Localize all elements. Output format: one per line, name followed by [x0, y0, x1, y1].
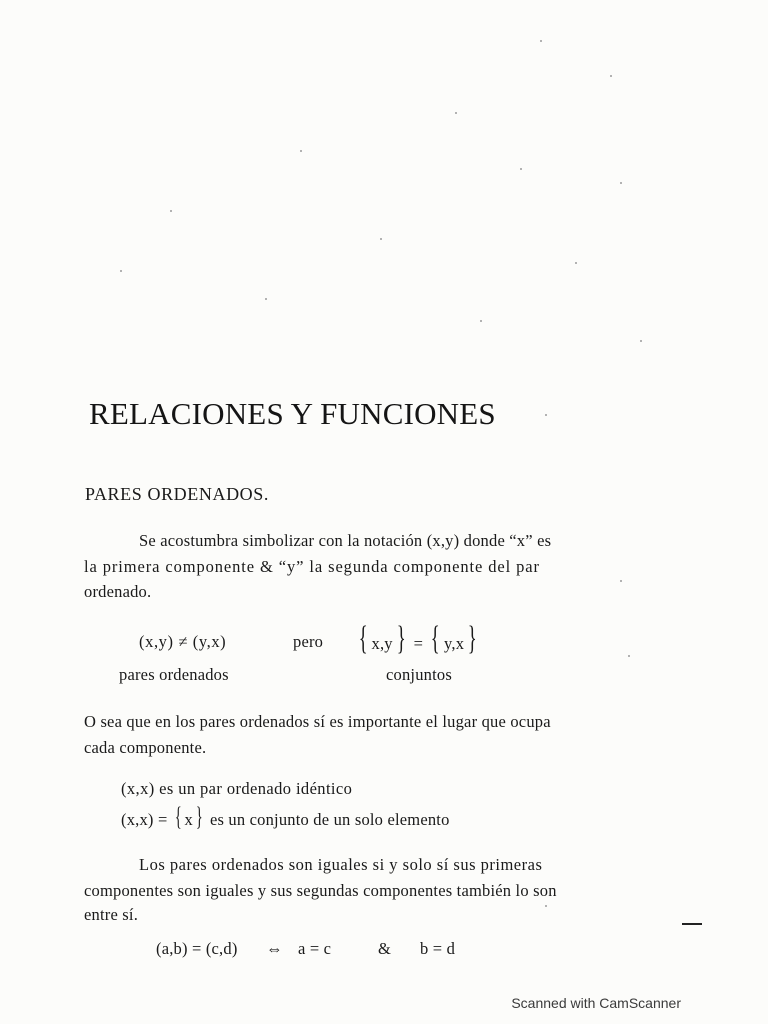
edge-mark: [682, 923, 702, 925]
ordered-pair-inequality: (x,y) ≠ (y,x): [139, 632, 227, 651]
scan-speck: [380, 238, 382, 240]
iff-arrow: ⇔: [266, 939, 283, 958]
set-equality: [355, 622, 481, 656]
paragraph-1-line-2: la primera componente & “y” la segunda componente del par: [84, 557, 540, 576]
scan-speck: [620, 182, 622, 184]
scan-speck: [265, 298, 267, 300]
label-conjuntos: conjuntos: [386, 665, 452, 684]
equals-sign: =: [413, 634, 424, 653]
brace-open: {: [431, 620, 441, 657]
brace-open: {: [358, 620, 368, 657]
paragraph-3-line-3: entre sí.: [84, 905, 139, 924]
paragraph-1-line-3: ordenado.: [84, 582, 152, 601]
equality-lhs: (a,b) = (c,d): [156, 939, 238, 958]
paragraph-1-line-1: Se acostumbra simbolizar con la notación (x,y) donde “x” es: [139, 531, 552, 550]
page-title: RELACIONES Y FUNCIONES: [89, 396, 496, 431]
singleton-description: es un conjunto de un solo elemento: [209, 810, 450, 829]
equality-second: b = d: [420, 939, 456, 958]
scan-speck: [545, 414, 547, 416]
scan-speck: [575, 262, 577, 264]
brace-close: }: [396, 620, 406, 657]
camscanner-watermark: Scanned with CamScanner: [511, 995, 681, 1011]
paragraph-3-line-1: Los pares ordenados son iguales si y solo sí sus primeras: [139, 855, 543, 874]
equality-first: a = c: [298, 939, 332, 958]
paragraph-3-line-2: componentes son iguales y sus segundas componentes también lo son: [84, 881, 557, 900]
identical-pair-line: (x,x) es un par ordenado idéntico: [121, 779, 353, 798]
set-right: y,x: [444, 634, 465, 653]
singleton-set-line: [121, 804, 450, 830]
scan-speck: [480, 320, 482, 322]
singleton-lhs: (x,x) =: [121, 810, 168, 829]
scan-speck: [628, 655, 630, 657]
scan-speck: [455, 112, 457, 114]
pero-word: pero: [293, 632, 324, 651]
scan-speck: [640, 340, 642, 342]
scan-speck: [520, 168, 522, 170]
scan-speck: [300, 150, 302, 152]
singleton-element: x: [184, 810, 193, 829]
scan-speck: [610, 75, 612, 77]
scan-speck: [620, 580, 622, 582]
ampersand: &: [378, 939, 392, 958]
scan-speck: [170, 210, 172, 212]
paragraph-2-line-1: O sea que en los pares ordenados sí es importante el lugar que ocupa: [84, 712, 551, 731]
scan-speck: [120, 270, 122, 272]
set-left: x,y: [371, 634, 393, 653]
scan-speck: [540, 40, 542, 42]
brace-close: }: [195, 802, 203, 831]
brace-close: }: [467, 620, 477, 657]
section-heading: PARES ORDENADOS.: [85, 484, 269, 504]
scan-speck: [545, 905, 547, 907]
label-pares-ordenados: pares ordenados: [119, 665, 229, 684]
brace-open: {: [174, 802, 182, 831]
paragraph-2-line-2: cada componente.: [84, 738, 207, 757]
